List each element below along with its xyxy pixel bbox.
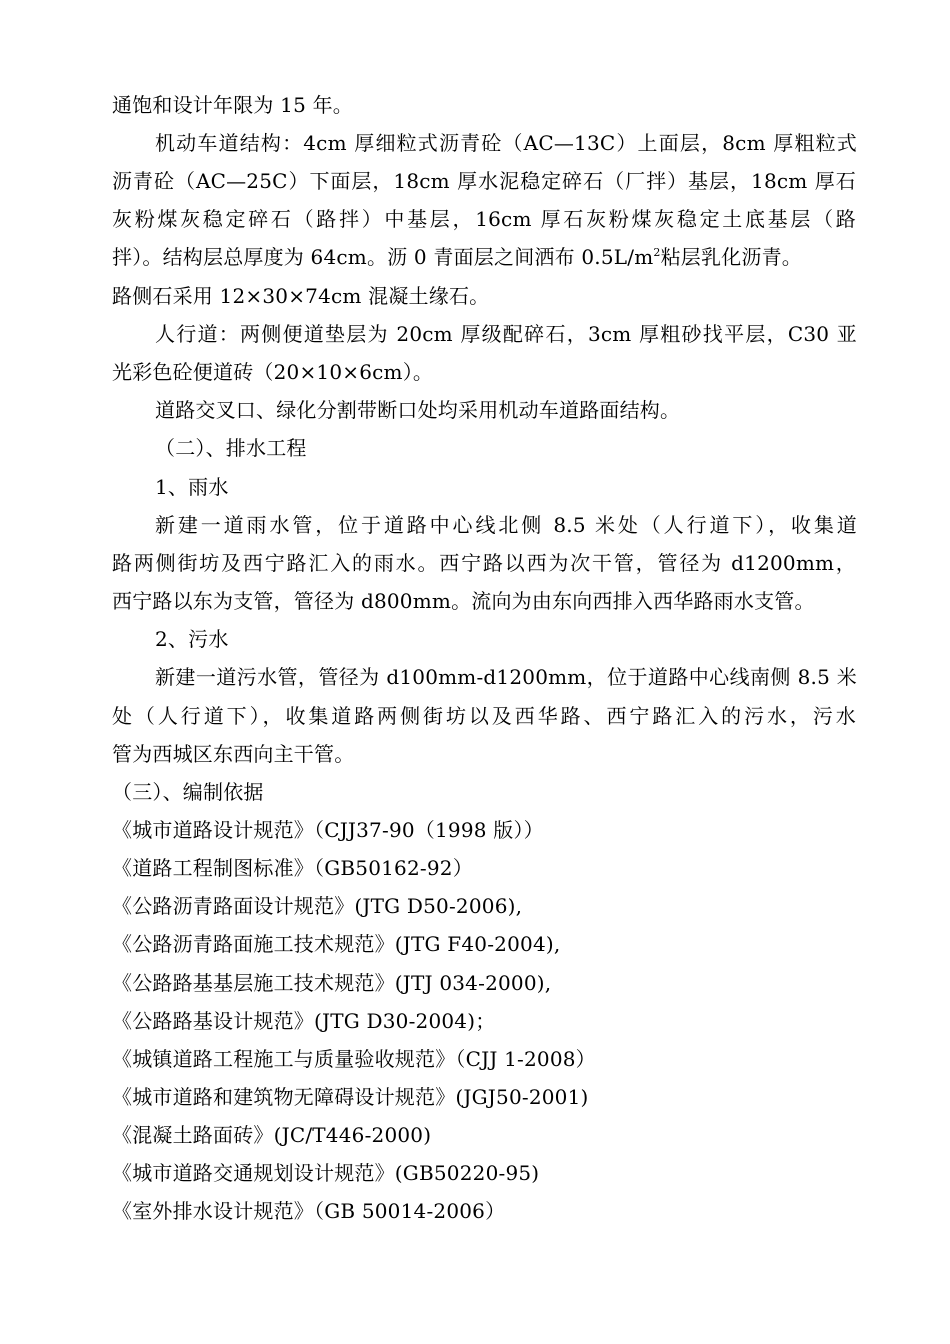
section-heading: （三）、编制依据 — [112, 780, 264, 804]
reference-item: 《公路路基基层施工技术规范》(JTJ 034-2000), — [112, 971, 552, 995]
paragraph-line: 西宁路以东为支管，管径为 d800mm。流向为由东向西排入西华路雨水支管。 — [112, 589, 815, 613]
subsection-heading: 2、污水 — [155, 627, 229, 651]
reference-item: 《室外排水设计规范》（GB 50014-2006） — [112, 1199, 506, 1223]
paragraph-line: 管为西城区东西向主干管。 — [112, 742, 355, 766]
reference-item: 《混凝土路面砖》(JC/T446-2000) — [112, 1123, 432, 1147]
paragraph-line: 新建一道污水管，管径为 d100mm-d1200mm，位于道路中心线南侧 8.5 米 — [155, 665, 857, 689]
paragraph-line — [112, 245, 802, 269]
paragraph-line: 路侧石采用 12×30×74cm 混凝土缘石。 — [112, 284, 490, 308]
paragraph-line: 处（人行道下），收集道路两侧街坊以及西华路、西宁路汇入的污水，污水 — [112, 704, 856, 728]
reference-item: 《道路工程制图标准》（GB50162-92） — [112, 856, 473, 880]
paragraph-line: 光彩色砼便道砖（20×10×6cm）。 — [112, 360, 434, 384]
subsection-heading: 1、雨水 — [155, 475, 229, 499]
paragraph-line: 机动车道结构：4cm 厚细粒式沥青砼（AC—13C）上面层，8cm 厚粗粒式 — [155, 131, 857, 155]
paragraph-line: 道路交叉口、绿化分割带断口处均采用机动车道路面结构。 — [155, 398, 681, 422]
section-heading: （二）、排水工程 — [155, 436, 307, 460]
reference-item: 《公路沥青路面设计规范》(JTG D50-2006), — [112, 894, 523, 918]
paragraph-line: 通饱和设计年限为 15 年。 — [112, 93, 353, 117]
reference-item: 《城市道路和建筑物无障碍设计规范》(JGJ50-2001) — [112, 1085, 589, 1109]
paragraph-line: 沥青砼（AC—25C）下面层，18cm 厚水泥稳定碎石（厂拌）基层，18cm 厚石 — [112, 169, 856, 193]
reference-item: 《城市道路设计规范》（CJJ37-90（1998 版）） — [112, 818, 544, 842]
paragraph-line: 新建一道雨水管，位于道路中心线北侧 8.5 米处（人行道下），收集道 — [155, 513, 857, 537]
reference-item: 《城镇道路工程施工与质量验收规范》（CJJ 1-2008） — [112, 1047, 596, 1071]
paragraph-line: 人行道：两侧便道垫层为 20cm 厚级配碎石，3cm 厚粗砂找平层，C30 亚 — [155, 322, 857, 346]
reference-item: 《公路沥青路面施工技术规范》(JTG F40-2004), — [112, 932, 561, 956]
paragraph-line-text: 拌）。结构层总厚度为 64cm。沥 0 青面层之间洒布 0.5L/m — [112, 245, 654, 269]
reference-item: 《城市道路交通规划设计规范》(GB50220-95) — [112, 1161, 540, 1185]
paragraph-line: 路两侧街坊及西宁路汇入的雨水。西宁路以西为次干管，管径为 d1200mm， — [112, 551, 856, 575]
paragraph-line-text: 粘层乳化沥青。 — [660, 245, 802, 269]
superscript: 2 — [653, 246, 661, 259]
reference-item: 《公路路基设计规范》(JTG D30-2004)； — [112, 1009, 496, 1033]
paragraph-line: 灰粉煤灰稳定碎石（路拌）中基层，16cm 厚石灰粉煤灰稳定土底基层（路 — [112, 207, 856, 231]
